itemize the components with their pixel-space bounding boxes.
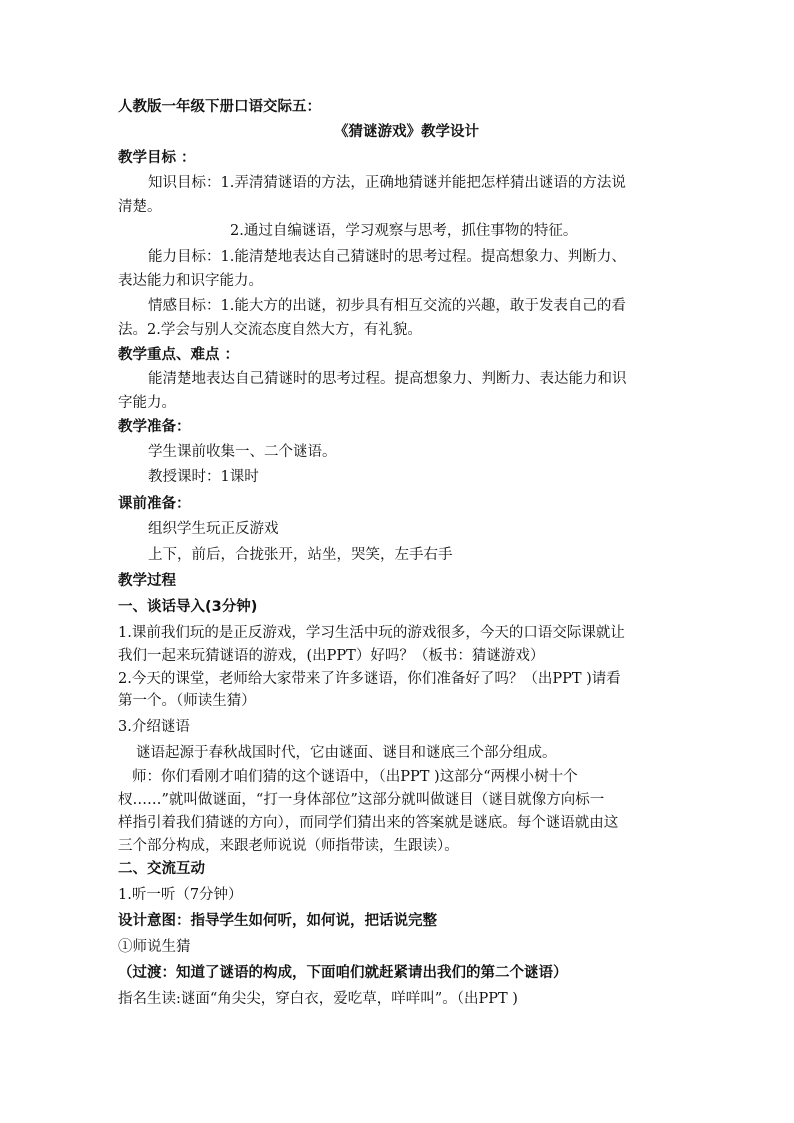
para6: 1.听一听（7分钟）	[118, 887, 243, 903]
design-intent: 设计意图：指导学生如何听，如何说，把话说完整	[118, 913, 437, 929]
key-points-line1: 能清楚地表达自己猜谜时的思考过程。提高想象力、判断力、表达能力和识	[148, 371, 627, 387]
transition-note: （过渡：知道了谜语的构成，下面咱们就赶紧请出我们的第二个谜语）	[118, 965, 568, 981]
process-heading: 教学过程	[118, 573, 176, 589]
para2-line1: 2.今天的课堂，老师给大家带来了许多谜语，你们准备好了吗？（出PPT )请看	[118, 671, 621, 687]
preparation-line2: 教授课时：1课时	[148, 469, 259, 485]
goal-emotion-line2: 法。2.学会与别人交流态度自然大方，有礼貌。	[118, 322, 422, 338]
para5-line2: 杈……”就叫做谜面，“打一身体部位”这部分就叫做谜目（谜目就像方向标一	[118, 792, 605, 808]
goal-emotion-line1: 情感目标：1.能大方的出谜，初步具有相互交流的兴趣，敢于发表自己的看	[148, 298, 626, 314]
pre-class-line2: 上下，前后，合拢张开，站坐，哭笑，左手右手	[148, 547, 453, 563]
para3: 3.介绍谜语	[118, 719, 190, 735]
goal-ability-line2: 表达能力和识字能力。	[118, 273, 263, 289]
goals-heading: 教学目标 ：	[118, 150, 196, 166]
para2-line2: 第一个。（师读生猜）	[118, 693, 256, 709]
preparation-line1: 学生课前收集一、二个谜语。	[148, 444, 337, 460]
goal-knowledge-line3: 2.通过自编谜语，学习观察与思考，抓住事物的特征。	[230, 223, 578, 239]
pre-class-heading: 课前准备：	[118, 496, 191, 512]
para5-line3: 样指引着我们猜谜的方向），而同学们猜出来的答案就是谜底。每个谜语就由这	[118, 815, 619, 831]
para1-line2: 我们一起来玩猜谜语的游戏，(出PPT）好吗？（板书：猜谜游戏）	[118, 648, 545, 664]
key-points-line2: 字能力。	[118, 395, 176, 411]
section2-heading: 二、交流互动	[118, 861, 205, 877]
doc-header: 人教版一年级下册口语交际五：	[118, 99, 321, 115]
para10: 指名生读:谜面“角尖尖，穿白衣，爱吃草，咩咩叫”。（出PPT )	[118, 991, 518, 1007]
doc-title: 《猜谜游戏》教学设计	[334, 124, 479, 140]
pre-class-line1: 组织学生玩正反游戏	[148, 521, 279, 537]
key-points-heading: 教学重点、难点 ：	[118, 347, 240, 363]
goal-knowledge-line2: 清楚。	[118, 199, 162, 215]
para5-line1: 师：你们看刚才咱们猜的这个谜语中，（出PPT )这部分“两棵小树十个	[132, 769, 578, 785]
para4: 谜语起源于春秋战国时代，它由谜面、谜目和谜底三个部分组成。	[136, 745, 557, 761]
para5-line4: 三个部分构成，来跟老师说说（师指带读，生跟读）。	[118, 838, 459, 854]
preparation-heading: 教学准备：	[118, 419, 191, 435]
goal-knowledge-line1: 知识目标：1.弄清猜谜语的方法，正确地猜谜并能把怎样猜出谜语的方法说	[148, 175, 626, 191]
para8: ①师说生猜	[118, 939, 191, 955]
para1-line1: 1.课前我们玩的是正反游戏，学习生活中玩的游戏很多，今天的口语交际课就让	[118, 625, 625, 641]
section1-heading: 一、谈话导入(3分钟)	[118, 599, 258, 615]
goal-ability-line1: 能力目标：1.能清楚地表达自己猜谜时的思考过程。提高想象力、判断力、	[148, 249, 626, 265]
